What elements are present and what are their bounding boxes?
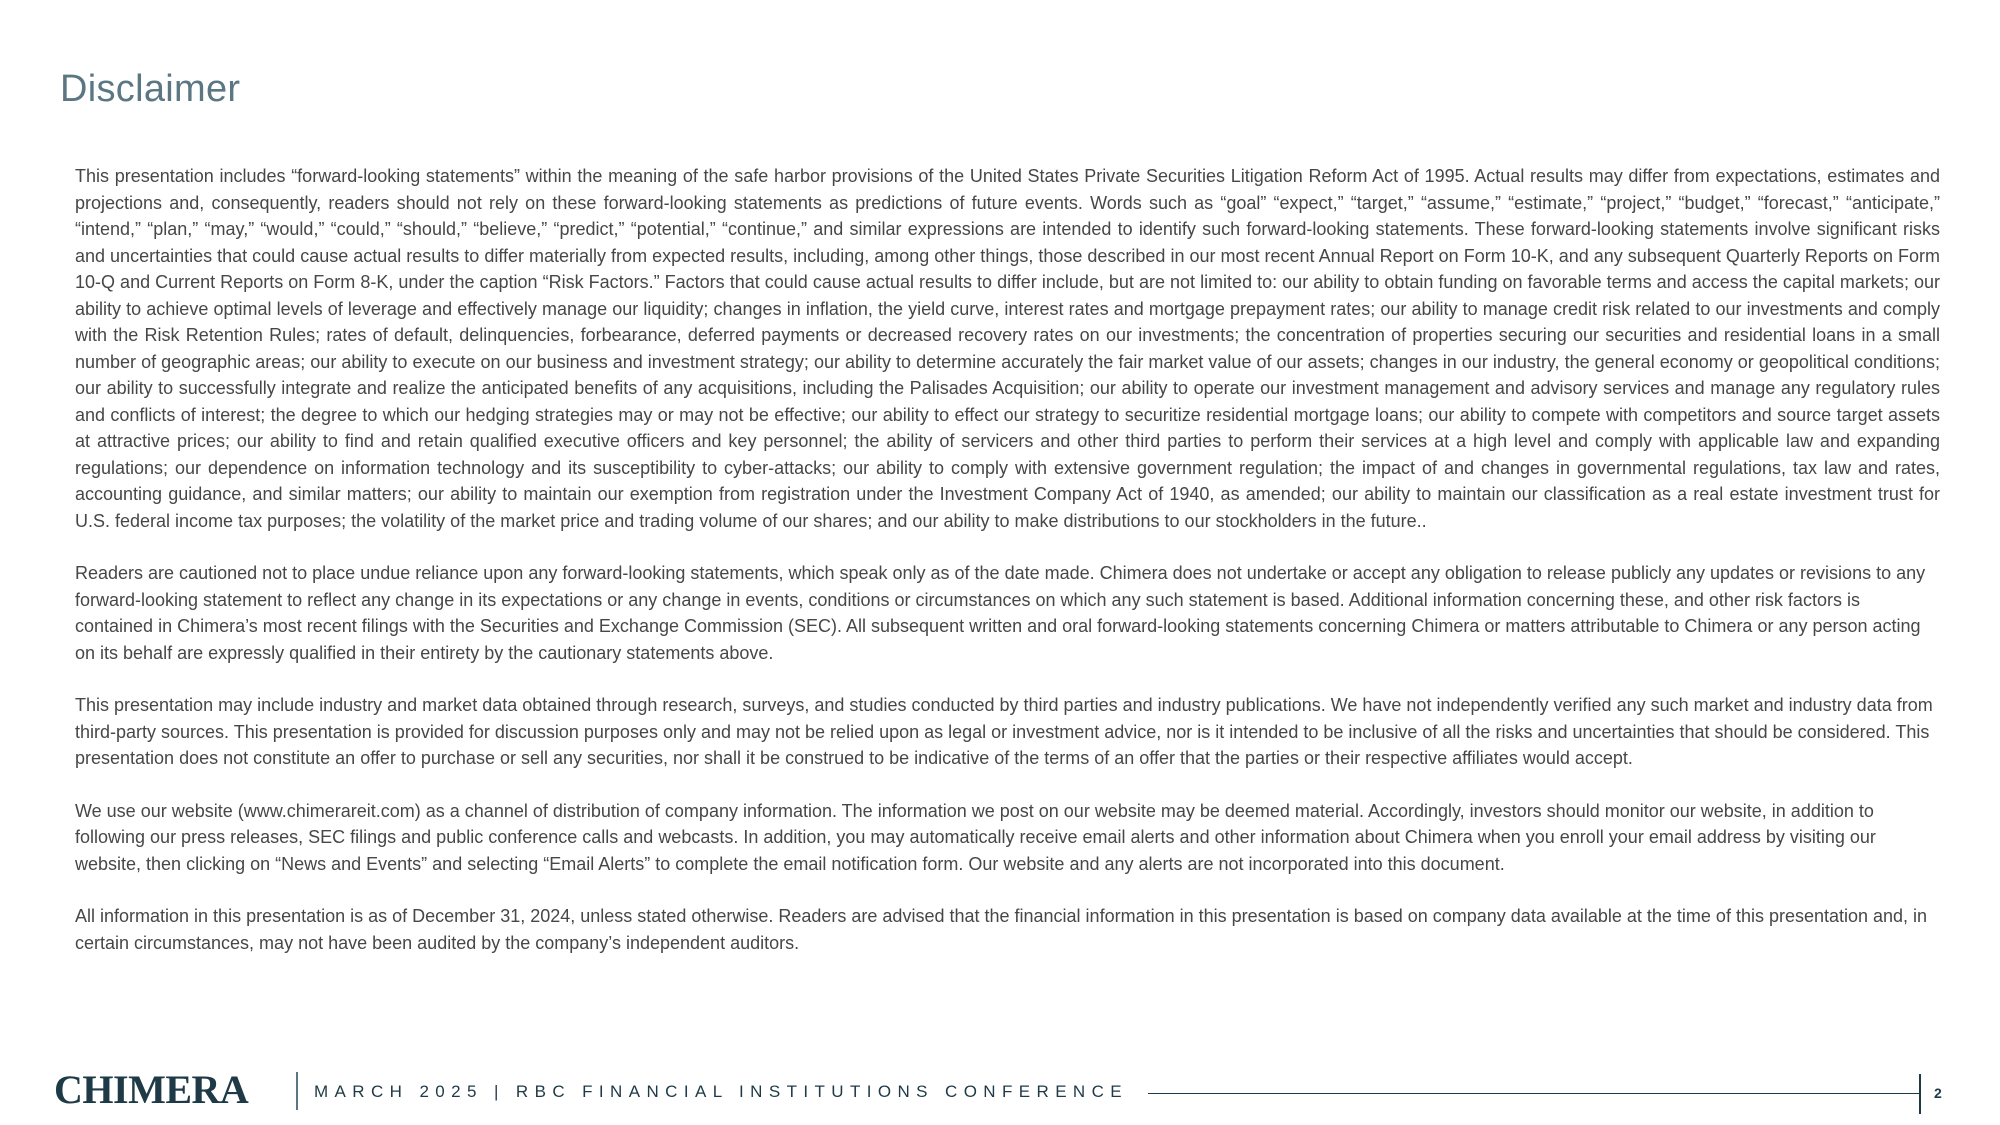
page-title: Disclaimer [60,68,241,110]
slide-footer [0,1060,2000,1120]
caution-paragraph: Readers are cautioned not to place undue reliance upon any forward-looking statements, which speak only as of the date made. Chimera does not undertake or accept any obligation to release publicly any updates or revisions to any forward-looking statement to reflect any change in its expectations or any change in events, conditions or circumstances on which any such statement is based. Additional information concerning these, and other risk factors is contained in Chimera’s most recent filings with the Securities and Exchange Commission (SEC). All subsequent written and oral forward-looking statements concerning Chimera or matters attributable to Chimera or any person acting on its behalf are expressly qualified in their entirety by the cautionary statements above. [75,563,1926,663]
conference-label: MARCH 2025 | RBC FINANCIAL INSTITUTIONS CONFERENCE [314,1082,1129,1101]
website-paragraph: We use our website (www.chimerareit.com) as a channel of distribution of company information. The information we post on our website may be deemed material. Accordingly, investors should monitor our website, in addition to following our press releases, SEC filings and public conference calls and webcasts. In addition, you may automatically receive email alerts and other information about Chimera when you enroll your email address by visiting our website, then clicking on “News and Events” and selecting “Email Alerts” to complete the email notification form. Our website and any alerts are not incorporated into this document. [75,800,1876,874]
footer-divider [296,1072,298,1110]
footer-rule [1148,1093,1920,1094]
disclaimer-body [75,163,1940,982]
footer-tick [1919,1074,1921,1114]
company-logo: CHIMERA [54,1067,249,1112]
market-data-paragraph: This presentation may include industry and market data obtained through research, surveys, and studies conducted by third parties and industry publications. We have not independently verified any such market and industry data from third-party sources. This presentation is provided for discussion purposes only and may not be relied upon as legal or investment advice, nor is it intended to be inclusive of all the risks and uncertainties that should be considered. This presentation does not constitute an offer to purchase or sell any securities, nor shall it be construed to be indicative of the terms of an offer that the parties or their respective affiliates would accept. [75,695,1933,768]
page-number: 2 [1934,1085,1942,1101]
information-date-paragraph: All information in this presentation is as of December 31, 2024, unless stated otherwise. Readers are advised that the financial information in this presentation is based on company data available at the time of this presentation and, in certain circumstances, may not have been audited by the company’s independent auditors. [75,906,1928,953]
forward-looking-statements-paragraph: This presentation includes “forward-looking statements” within the meaning of the safe harbor provisions of the United States Private Securities Litigation Reform Act of 1995. Actual results may differ from expectations, estimates and projections and, consequently, readers should not rely on these forward-looking statements as predictions of future events. Words such as “goal” “expect,” “target,” “assume,” “estimate,” “project,” “budget,” “forecast,” “anticipate,” “intend,” “plan,” “may,” “would,” “could,” “should,” “believe,” “predict,” “potential,” “continue,” and similar expressions are intended to identify such forward-looking statements. These forward-looking statements involve significant risks and uncertainties that could cause actual results to differ materially from expected results, including, among other things, those described in our most recent Annual Report on Form 10-K, and any subsequent Quarterly Reports on Form 10-Q and Current Reports on Form 8-K, under the caption “Risk Factors.” Factors that could cause actual results to differ include, but are not limited to: our ability to obtain funding on favorable terms and access the capital markets; our ability to achieve optimal levels of leverage and effectively manage our liquidity; changes in inflation, the yield curve, interest rates and mortgage prepayment rates; our ability to manage credit risk related to our investments and comply with the Risk Retention Rules; rates of default, delinquencies, forbearance, deferred payments or decreased recovery rates on our investments; the concentration of properties securing our securities and residential loans in a small number of geographic areas; our ability to execute on our business and investment strategy; our ability to determine accurately the fair market value of our assets; changes in our industry, the general economy or geopolitical conditions; our ability to successfully integrate and realize the anticipated benefits of any acquisitions, including the Palisades Acquisition; our ability to operate our investment management and advisory services and manage any regulatory rules and conflicts of interest; the degree to which our hedging strategies may or may not be effective; our ability to effect our strategy to securitize residential mortgage loans; our ability to compete with competitors and source target assets at attractive prices; our ability to find and retain qualified executive officers and key personnel; the ability of servicers and other third parties to perform their services at a high level and comply with applicable law and expanding regulations; our dependence on information technology and its susceptibility to cyber-attacks; our ability to comply with extensive government regulation; the impact of and changes in governmental regulations, tax law and rates, accounting guidance, and similar matters; our ability to maintain our exemption from registration under the Investment Company Act of 1940, as amended; our ability to maintain our classification as a real estate investment trust for U.S. federal income tax purposes; the volatility of the market price and trading volume of our shares; and our ability to make distributions to our stockholders in the future.. [75,166,1940,531]
